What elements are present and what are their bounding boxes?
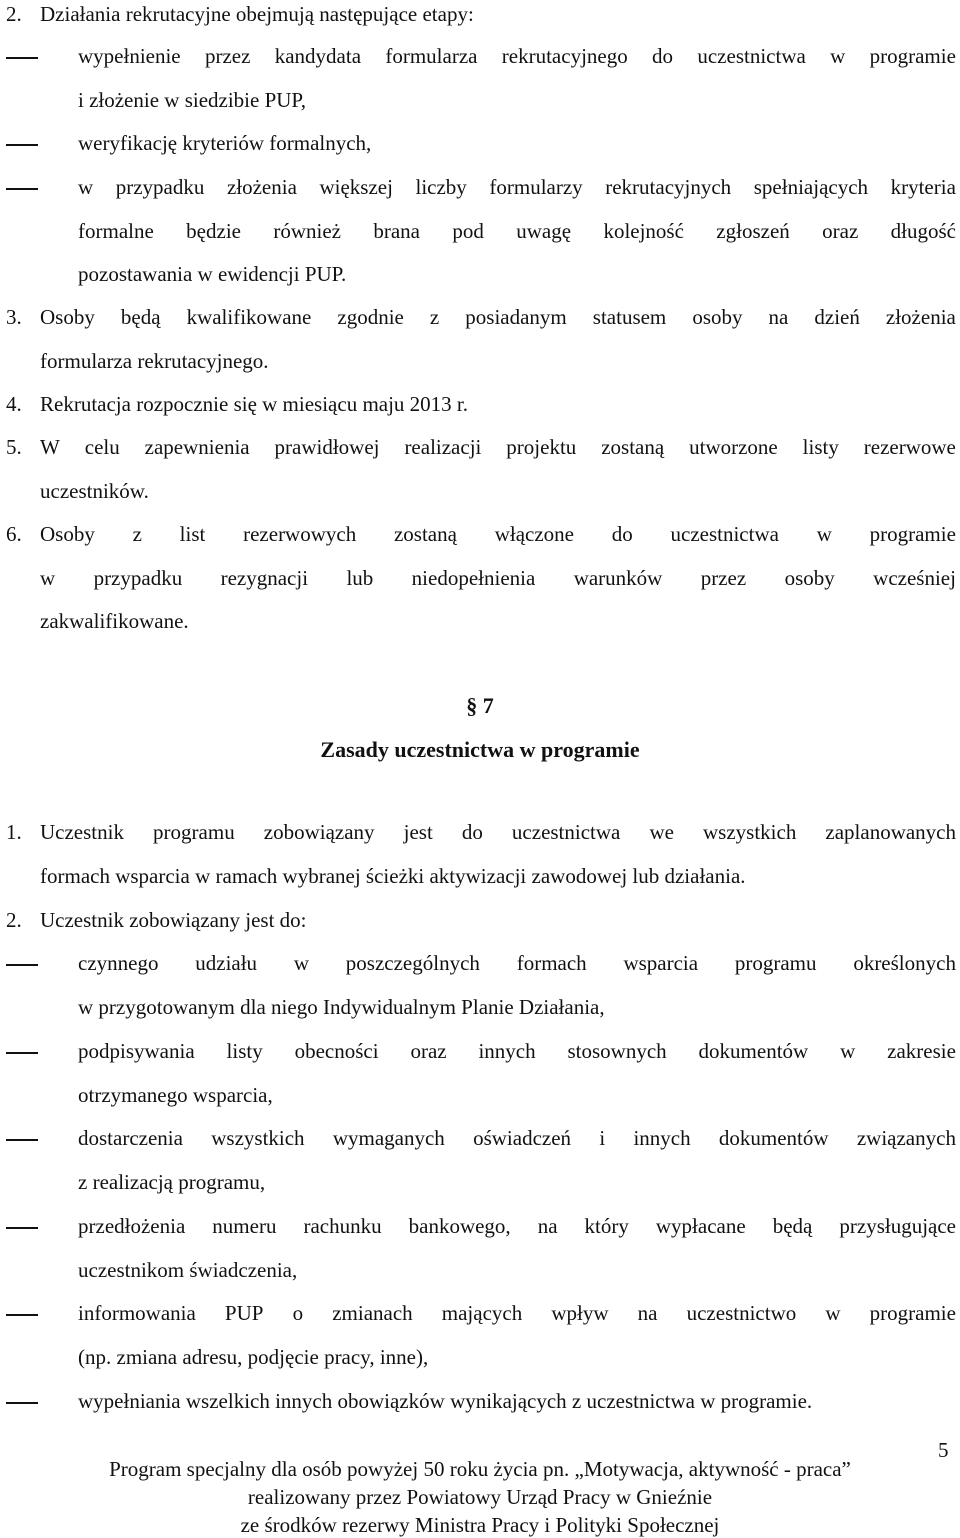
word: kandydata xyxy=(274,44,362,68)
word: na xyxy=(537,1214,558,1238)
word: rachunku xyxy=(303,1214,382,1238)
word: wpływ xyxy=(551,1301,609,1325)
word: w xyxy=(40,566,56,590)
word: wcześniej xyxy=(873,566,956,590)
word: spełniających xyxy=(753,175,869,199)
word: celu xyxy=(84,435,120,459)
list-item-text xyxy=(40,307,956,328)
dash-bullet xyxy=(6,188,38,190)
word: wszystkich xyxy=(703,820,797,844)
list-item-number: 2. xyxy=(6,908,22,932)
dash-bullet xyxy=(6,1139,38,1141)
section-title: Zasady uczestnictwa w programie xyxy=(320,737,640,762)
word: przysługujące xyxy=(839,1214,956,1238)
word: większej xyxy=(319,175,393,199)
word: projektu xyxy=(506,435,577,459)
list-item-number: 2. xyxy=(6,2,22,26)
bullet-line: pozostawania w ewidencji PUP. xyxy=(78,262,347,286)
word: Uczestnik xyxy=(40,820,124,844)
word: kwalifikowane xyxy=(186,305,312,329)
word: i xyxy=(599,1126,606,1150)
word: wymaganych xyxy=(332,1126,445,1150)
word: kryteria xyxy=(890,175,956,199)
word: długość xyxy=(890,219,956,243)
word: formalne xyxy=(78,219,154,243)
word: będzie xyxy=(186,219,241,243)
bullet-line: wypełniania wszelkich innych obowiązków wynikających z uczestnictwa w programie. xyxy=(78,1389,813,1413)
word: który xyxy=(584,1214,629,1238)
dash-bullet xyxy=(6,1052,38,1054)
word: dokumentów xyxy=(698,1039,809,1063)
word: przez xyxy=(700,566,747,590)
word: jest xyxy=(403,820,433,844)
word: uczestnictwa xyxy=(511,820,621,844)
word: wszystkich xyxy=(211,1126,305,1150)
word: listy xyxy=(226,1039,263,1063)
dash-bullet xyxy=(6,1227,38,1229)
word: dokumentów xyxy=(718,1126,829,1150)
word: podpisywania xyxy=(78,1039,195,1063)
list-item-text: formach wsparcia w ramach wybranej ścieżki aktywizacji zawodowej lub działania. xyxy=(40,864,746,888)
bullet-line: otrzymanego wsparcia, xyxy=(78,1083,273,1107)
bullet-line xyxy=(78,221,956,242)
list-item-text xyxy=(40,568,956,589)
word: zostaną xyxy=(601,435,665,459)
word: będą xyxy=(120,305,161,329)
word: mających xyxy=(441,1301,523,1325)
word: przypadku xyxy=(93,566,183,590)
word: posiadanym xyxy=(465,305,567,329)
word: na xyxy=(768,305,789,329)
word: programie xyxy=(869,1301,956,1325)
word: zmianach xyxy=(332,1301,413,1325)
word: w xyxy=(78,175,94,199)
word: programie xyxy=(869,44,956,68)
word: udziału xyxy=(195,951,258,975)
bullet-line: (np. zmiana adresu, podjęcie pracy, inne), xyxy=(78,1345,429,1369)
word: innych xyxy=(478,1039,536,1063)
word: zobowiązany xyxy=(263,820,375,844)
word: we xyxy=(649,820,674,844)
word: zakresie xyxy=(887,1039,956,1063)
dash-bullet xyxy=(6,144,38,146)
word: do xyxy=(652,44,674,68)
list-item-text: Działania rekrutacyjne obejmują następujące etapy: xyxy=(40,2,474,26)
word: zaplanowanych xyxy=(825,820,956,844)
bullet-line xyxy=(78,953,956,974)
list-item-number: 6. xyxy=(6,522,22,546)
list-item-text: zakwalifikowane. xyxy=(40,609,189,633)
word: programie xyxy=(869,522,956,546)
bullet-line xyxy=(78,1041,956,1062)
bullet-line xyxy=(78,46,956,67)
list-item-number: 4. xyxy=(6,392,22,416)
section-number: § 7 xyxy=(466,693,494,718)
word: wypełnienie xyxy=(78,44,181,68)
word: do xyxy=(461,820,483,844)
word: Osoby xyxy=(40,305,95,329)
footer-line: ze środków rezerwy Ministra Pracy i Polityki Społecznej xyxy=(240,1513,720,1537)
list-item-text xyxy=(40,437,956,458)
word: z xyxy=(429,305,440,329)
word: w xyxy=(816,522,832,546)
dash-bullet xyxy=(6,57,38,59)
list-item-text: Uczestnik zobowiązany jest do: xyxy=(40,908,307,932)
word: prawidłowej xyxy=(274,435,380,459)
word: również xyxy=(273,219,341,243)
bullet-line xyxy=(78,1128,956,1149)
list-item-text: Rekrutacja rozpocznie się w miesiącu maju 2013 r. xyxy=(40,392,469,416)
word: na xyxy=(637,1301,658,1325)
word: oraz xyxy=(410,1039,447,1063)
list-item-number: 5. xyxy=(6,435,22,459)
word: numeru xyxy=(212,1214,277,1238)
word: w xyxy=(830,44,846,68)
word: statusem xyxy=(592,305,667,329)
word: Osoby xyxy=(40,522,95,546)
word: związanych xyxy=(856,1126,956,1150)
word: w xyxy=(840,1039,856,1063)
word: innych xyxy=(633,1126,691,1150)
bullet-line: i złożenie w siedzibie PUP, xyxy=(78,88,307,112)
word: listy xyxy=(802,435,839,459)
bullet-line xyxy=(78,1216,956,1237)
word: dzień xyxy=(814,305,860,329)
dash-bullet xyxy=(6,1314,38,1316)
footer-line: Program specjalny dla osób powyżej 50 roku życia pn. „Motywacja, aktywność - praca” xyxy=(109,1457,851,1481)
word: zapewnienia xyxy=(144,435,250,459)
footer-line: realizowany przez Powiatowy Urząd Pracy w Gnieźnie xyxy=(247,1485,713,1509)
word: formach xyxy=(516,951,587,975)
word: oraz xyxy=(822,219,859,243)
word: pod xyxy=(452,219,484,243)
word: w xyxy=(293,951,310,975)
page-number: 5 xyxy=(938,1438,949,1462)
word: osoby xyxy=(692,305,743,329)
list-item-text xyxy=(40,822,956,843)
list-item-number: 1. xyxy=(6,820,22,844)
word: uczestnictwa xyxy=(697,44,806,68)
word: formularza xyxy=(385,44,478,68)
word: obecności xyxy=(294,1039,379,1063)
word: przez xyxy=(204,44,251,68)
word: bankowego, xyxy=(408,1214,511,1238)
word: realizacji xyxy=(404,435,482,459)
word: kolejność xyxy=(603,219,684,243)
word: złożenia xyxy=(885,305,956,329)
word: warunków xyxy=(573,566,663,590)
word: rezerwowe xyxy=(863,435,956,459)
list-item-text xyxy=(40,524,956,545)
word: włączone xyxy=(494,522,574,546)
word: PUP xyxy=(224,1301,264,1325)
word: wsparcia xyxy=(623,951,699,975)
bullet-line: z realizacją programu, xyxy=(78,1170,266,1194)
word: z xyxy=(132,522,142,546)
word: złożenia xyxy=(226,175,297,199)
word: czynnego xyxy=(78,951,159,975)
word: przedłożenia xyxy=(78,1214,186,1238)
list-item-text: formularza rekrutacyjnego. xyxy=(40,349,269,373)
word: utworzone xyxy=(689,435,778,459)
word: uczestnictwa xyxy=(670,522,779,546)
word: liczby xyxy=(415,175,467,199)
word: zgodnie xyxy=(337,305,404,329)
word: uczestnictwo xyxy=(686,1301,797,1325)
word: W xyxy=(40,435,60,459)
word: formularzy xyxy=(489,175,583,199)
word: będą xyxy=(772,1214,813,1238)
list-item-text: uczestników. xyxy=(40,479,149,503)
word: brana xyxy=(373,219,420,243)
word: o xyxy=(292,1301,304,1325)
list-item-number: 3. xyxy=(6,305,22,329)
word: rekrutacyjnych xyxy=(605,175,732,199)
word: przypadku xyxy=(115,175,205,199)
bullet-line: uczestnikom świadczenia, xyxy=(78,1258,298,1282)
word: wypłacane xyxy=(655,1214,746,1238)
word: programu xyxy=(734,951,817,975)
word: zostaną xyxy=(393,522,457,546)
word: w xyxy=(825,1301,841,1325)
bullet-line: weryfikację kryteriów formalnych, xyxy=(78,131,372,155)
word: oświadczeń xyxy=(473,1126,572,1150)
word: lub xyxy=(346,566,374,590)
dash-bullet xyxy=(6,1402,38,1404)
word: rezygnacji xyxy=(220,566,309,590)
word: list xyxy=(179,522,206,546)
word: rezerwowych xyxy=(243,522,357,546)
word: zgłoszeń xyxy=(716,219,790,243)
word: programu xyxy=(153,820,235,844)
word: stosownych xyxy=(567,1039,667,1063)
dash-bullet xyxy=(6,964,38,966)
word: niedopełnienia xyxy=(411,566,536,590)
bullet-line xyxy=(78,177,956,198)
word: informowania xyxy=(78,1301,196,1325)
word: uwagę xyxy=(516,219,572,243)
word: określonych xyxy=(853,951,956,975)
bullet-line: w przygotowanym dla niego Indywidualnym Planie Działania, xyxy=(78,995,605,1019)
word: rekrutacyjnego xyxy=(501,44,628,68)
word: dostarczenia xyxy=(78,1126,183,1150)
word: osoby xyxy=(784,566,835,590)
bullet-line xyxy=(78,1303,956,1324)
word: poszczególnych xyxy=(345,951,480,975)
word: do xyxy=(611,522,633,546)
